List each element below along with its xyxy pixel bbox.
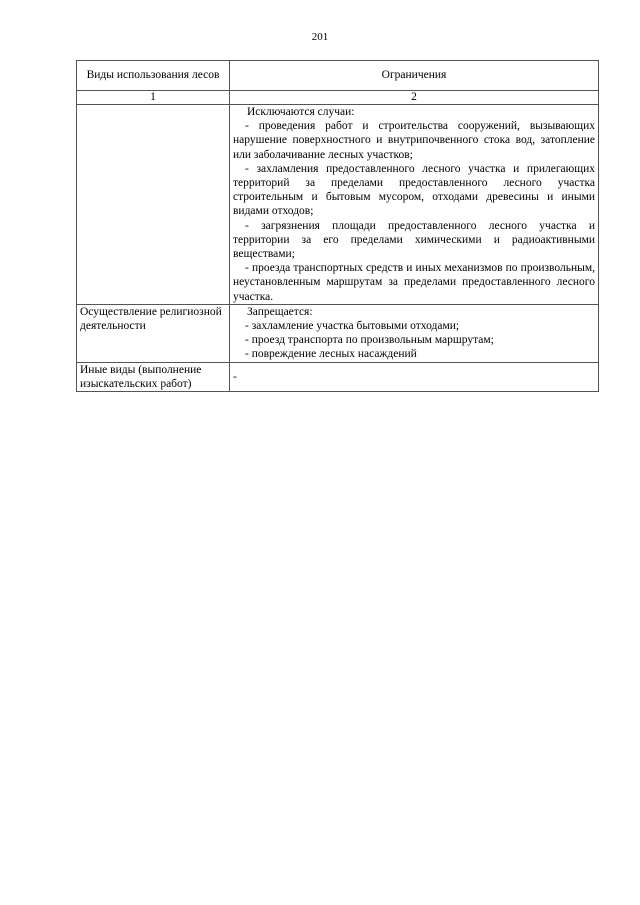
restriction-item: - загрязнения площади предоставленного лесного участка и территории за его пределами химическими и радиоактивными веществами; — [233, 219, 595, 261]
header-restrictions: Ограничения — [230, 61, 599, 91]
restriction-intro: Исключаются случаи: — [247, 106, 355, 118]
restriction-item: - повреждение лесных насаждений — [245, 348, 417, 361]
restriction-intro: Запрещается: — [247, 305, 313, 318]
column-number-1: 1 — [77, 91, 230, 105]
column-number-row — [77, 91, 599, 105]
table-row — [77, 105, 599, 305]
restriction-item: - проезд транспорта по произвольным маршрутам; — [245, 334, 494, 347]
page-number: 201 — [311, 31, 329, 43]
restriction-item: - проведения работ и строительства сооружений, вызывающих нарушение поверхностного и внутрипочвенного стока вод, затопление или заболачивание лесных участков; — [233, 120, 595, 161]
forest-use-type: Осуществление религиозной деятельности — [77, 304, 230, 362]
restriction-item: - захламление участка бытовыми отходами; — [245, 320, 460, 333]
column-number-2: 2 — [230, 91, 599, 105]
table-row — [77, 362, 599, 391]
restriction-item: - проезда транспортных средств и иных механизмов по произвольным, неустановленным маршрутам за пределами предоставленного лесного участка. — [233, 262, 595, 303]
restriction-item: - захламления предоставленного лесного участка и прилегающих территорий за пределами предоставленного лесного участка строительным и бытовым мусором, отходами древесины и иными видами отходов; — [233, 162, 595, 218]
restrictions-cell — [230, 304, 599, 362]
header-row — [77, 61, 599, 91]
restriction-item: - — [233, 370, 237, 383]
forest-use-type: Иные виды (выполнение изыскательских работ) — [77, 362, 230, 391]
header-forest-use-types: Виды использования лесов — [77, 61, 230, 91]
restrictions-cell — [230, 362, 599, 391]
restrictions-table — [76, 60, 599, 392]
restrictions-cell — [230, 105, 599, 305]
forest-use-type — [77, 105, 230, 305]
table-row — [77, 304, 599, 362]
